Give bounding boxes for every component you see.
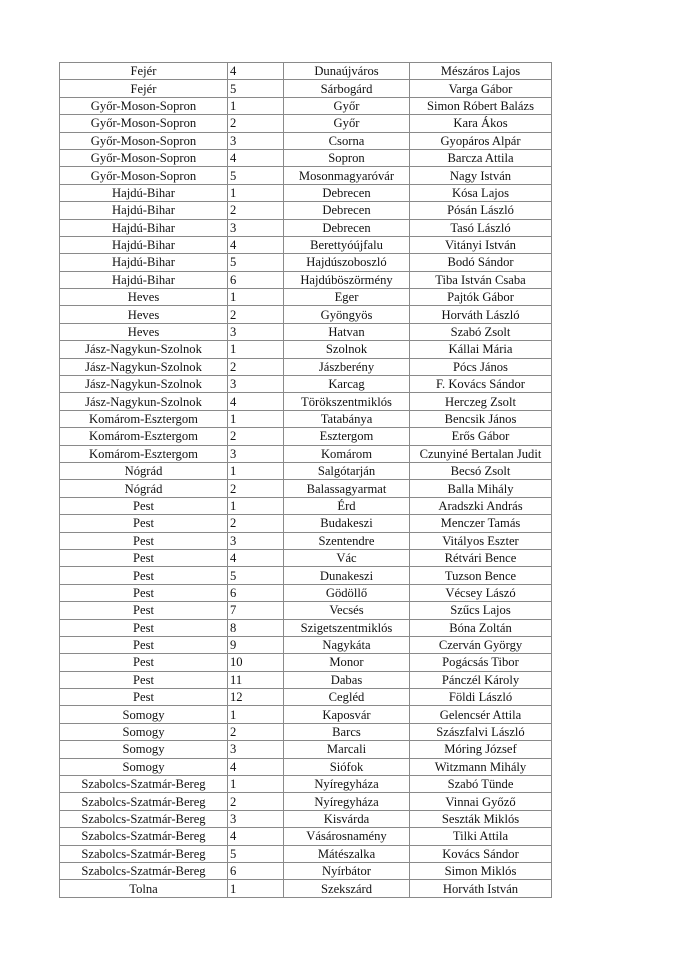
table-row bbox=[60, 706, 552, 723]
county-cell: Nógrád bbox=[60, 462, 228, 479]
county-cell: Jász-Nagykun-Szolnok bbox=[60, 358, 228, 375]
county-cell: Hajdú-Bihar bbox=[60, 184, 228, 201]
city-cell: Karcag bbox=[284, 376, 410, 393]
county-cell: Pest bbox=[60, 636, 228, 653]
district-number-cell: 4 bbox=[228, 549, 284, 566]
city-cell: Jászberény bbox=[284, 358, 410, 375]
county-cell: Szabolcs-Szatmár-Bereg bbox=[60, 845, 228, 862]
county-cell: Pest bbox=[60, 515, 228, 532]
county-cell: Somogy bbox=[60, 723, 228, 740]
candidate-name-cell: Rétvári Bence bbox=[410, 549, 552, 566]
city-cell: Komárom bbox=[284, 445, 410, 462]
city-cell: Berettyóújfalu bbox=[284, 236, 410, 253]
county-cell: Pest bbox=[60, 671, 228, 688]
table-row bbox=[60, 619, 552, 636]
city-cell: Szigetszentmiklós bbox=[284, 619, 410, 636]
candidate-name-cell: Mészáros Lajos bbox=[410, 63, 552, 80]
county-cell: Pest bbox=[60, 602, 228, 619]
city-cell: Sárbogárd bbox=[284, 80, 410, 97]
candidate-name-cell: Szabó Tünde bbox=[410, 776, 552, 793]
district-number-cell: 7 bbox=[228, 602, 284, 619]
district-number-cell: 5 bbox=[228, 845, 284, 862]
table-row bbox=[60, 776, 552, 793]
city-cell: Győr bbox=[284, 97, 410, 114]
district-number-cell: 1 bbox=[228, 497, 284, 514]
table-row bbox=[60, 862, 552, 879]
candidate-name-cell: Pánczél Károly bbox=[410, 671, 552, 688]
candidate-name-cell: Tiba István Csaba bbox=[410, 271, 552, 288]
candidate-name-cell: Becsó Zsolt bbox=[410, 462, 552, 479]
city-cell: Vásárosnamény bbox=[284, 828, 410, 845]
table-row bbox=[60, 723, 552, 740]
table-row bbox=[60, 289, 552, 306]
district-number-cell: 3 bbox=[228, 132, 284, 149]
candidate-name-cell: Vinnai Győző bbox=[410, 793, 552, 810]
table-row bbox=[60, 845, 552, 862]
county-cell: Somogy bbox=[60, 706, 228, 723]
table-row bbox=[60, 636, 552, 653]
city-cell: Szekszárd bbox=[284, 880, 410, 897]
city-cell: Hajdúszoboszló bbox=[284, 254, 410, 271]
county-cell: Győr-Moson-Sopron bbox=[60, 115, 228, 132]
candidate-name-cell: Vécsey Lászó bbox=[410, 584, 552, 601]
city-cell: Debrecen bbox=[284, 184, 410, 201]
district-number-cell: 8 bbox=[228, 619, 284, 636]
district-number-cell: 5 bbox=[228, 167, 284, 184]
candidate-name-cell: Földi László bbox=[410, 689, 552, 706]
city-cell: Vác bbox=[284, 549, 410, 566]
city-cell: Vecsés bbox=[284, 602, 410, 619]
county-cell: Szabolcs-Szatmár-Bereg bbox=[60, 793, 228, 810]
county-cell: Szabolcs-Szatmár-Bereg bbox=[60, 776, 228, 793]
table-row bbox=[60, 654, 552, 671]
candidate-name-cell: Witzmann Mihály bbox=[410, 758, 552, 775]
candidate-name-cell: Móring József bbox=[410, 741, 552, 758]
district-number-cell: 4 bbox=[228, 149, 284, 166]
city-cell: Kisvárda bbox=[284, 810, 410, 827]
county-cell: Pest bbox=[60, 532, 228, 549]
district-number-cell: 11 bbox=[228, 671, 284, 688]
district-number-cell: 2 bbox=[228, 723, 284, 740]
district-number-cell: 3 bbox=[228, 741, 284, 758]
city-cell: Debrecen bbox=[284, 202, 410, 219]
district-number-cell: 6 bbox=[228, 862, 284, 879]
county-cell: Pest bbox=[60, 584, 228, 601]
city-cell: Marcali bbox=[284, 741, 410, 758]
county-cell: Győr-Moson-Sopron bbox=[60, 97, 228, 114]
county-cell: Somogy bbox=[60, 758, 228, 775]
county-cell: Pest bbox=[60, 619, 228, 636]
candidate-name-cell: Szászfalvi László bbox=[410, 723, 552, 740]
county-cell: Jász-Nagykun-Szolnok bbox=[60, 341, 228, 358]
candidate-name-cell: Kovács Sándor bbox=[410, 845, 552, 862]
candidate-name-cell: Tilki Attila bbox=[410, 828, 552, 845]
county-cell: Tolna bbox=[60, 880, 228, 897]
district-number-cell: 1 bbox=[228, 410, 284, 427]
district-number-cell: 1 bbox=[228, 184, 284, 201]
district-number-cell: 2 bbox=[228, 358, 284, 375]
candidate-name-cell: Varga Gábor bbox=[410, 80, 552, 97]
candidate-name-cell: Kállai Mária bbox=[410, 341, 552, 358]
district-number-cell: 3 bbox=[228, 376, 284, 393]
city-cell: Balassagyarmat bbox=[284, 480, 410, 497]
table-row bbox=[60, 689, 552, 706]
candidate-name-cell: Gyopáros Alpár bbox=[410, 132, 552, 149]
county-cell: Jász-Nagykun-Szolnok bbox=[60, 376, 228, 393]
city-cell: Debrecen bbox=[284, 219, 410, 236]
candidate-name-cell: Pogácsás Tibor bbox=[410, 654, 552, 671]
district-number-cell: 3 bbox=[228, 532, 284, 549]
city-cell: Barcs bbox=[284, 723, 410, 740]
county-cell: Fejér bbox=[60, 80, 228, 97]
city-cell: Szolnok bbox=[284, 341, 410, 358]
city-cell: Törökszentmiklós bbox=[284, 393, 410, 410]
district-number-cell: 3 bbox=[228, 219, 284, 236]
city-cell: Csorna bbox=[284, 132, 410, 149]
table-row bbox=[60, 880, 552, 897]
city-cell: Gyöngyös bbox=[284, 306, 410, 323]
table-row bbox=[60, 410, 552, 427]
table-row bbox=[60, 323, 552, 340]
table-row bbox=[60, 202, 552, 219]
county-cell: Hajdú-Bihar bbox=[60, 236, 228, 253]
city-cell: Monor bbox=[284, 654, 410, 671]
district-number-cell: 1 bbox=[228, 462, 284, 479]
candidate-name-cell: Bencsik János bbox=[410, 410, 552, 427]
county-cell: Pest bbox=[60, 689, 228, 706]
city-cell: Tatabánya bbox=[284, 410, 410, 427]
city-cell: Esztergom bbox=[284, 428, 410, 445]
table-row bbox=[60, 515, 552, 532]
city-cell: Gödöllő bbox=[284, 584, 410, 601]
district-number-cell: 9 bbox=[228, 636, 284, 653]
candidate-name-cell: Vitályos Eszter bbox=[410, 532, 552, 549]
candidate-name-cell: Czunyiné Bertalan Judit bbox=[410, 445, 552, 462]
county-cell: Fejér bbox=[60, 63, 228, 80]
district-number-cell: 1 bbox=[228, 97, 284, 114]
candidate-name-cell: Szabó Zsolt bbox=[410, 323, 552, 340]
table-row bbox=[60, 236, 552, 253]
table-row bbox=[60, 758, 552, 775]
county-cell: Pest bbox=[60, 654, 228, 671]
county-cell: Jász-Nagykun-Szolnok bbox=[60, 393, 228, 410]
candidate-name-cell: Tuzson Bence bbox=[410, 567, 552, 584]
table-row bbox=[60, 671, 552, 688]
table-row bbox=[60, 97, 552, 114]
table-row bbox=[60, 480, 552, 497]
candidate-name-cell: Barcza Attila bbox=[410, 149, 552, 166]
county-cell: Győr-Moson-Sopron bbox=[60, 167, 228, 184]
district-number-cell: 3 bbox=[228, 323, 284, 340]
candidate-name-cell: Pajtók Gábor bbox=[410, 289, 552, 306]
county-cell: Pest bbox=[60, 567, 228, 584]
candidate-name-cell: Simon Miklós bbox=[410, 862, 552, 879]
table-row bbox=[60, 462, 552, 479]
county-cell: Szabolcs-Szatmár-Bereg bbox=[60, 828, 228, 845]
district-number-cell: 2 bbox=[228, 202, 284, 219]
city-cell: Dabas bbox=[284, 671, 410, 688]
candidate-name-cell: Kósa Lajos bbox=[410, 184, 552, 201]
city-cell: Eger bbox=[284, 289, 410, 306]
table-row bbox=[60, 376, 552, 393]
candidate-name-cell: Szűcs Lajos bbox=[410, 602, 552, 619]
district-number-cell: 5 bbox=[228, 254, 284, 271]
county-cell: Komárom-Esztergom bbox=[60, 428, 228, 445]
table-row bbox=[60, 428, 552, 445]
table-row bbox=[60, 149, 552, 166]
district-number-cell: 1 bbox=[228, 289, 284, 306]
table-row bbox=[60, 532, 552, 549]
city-cell: Szentendre bbox=[284, 532, 410, 549]
county-cell: Komárom-Esztergom bbox=[60, 410, 228, 427]
county-cell: Heves bbox=[60, 323, 228, 340]
table-row bbox=[60, 254, 552, 271]
district-number-cell: 6 bbox=[228, 584, 284, 601]
candidate-name-cell: Bóna Zoltán bbox=[410, 619, 552, 636]
candidate-name-cell: Erős Gábor bbox=[410, 428, 552, 445]
city-cell: Cegléd bbox=[284, 689, 410, 706]
district-number-cell: 4 bbox=[228, 236, 284, 253]
table-row bbox=[60, 497, 552, 514]
candidate-name-cell: Herczeg Zsolt bbox=[410, 393, 552, 410]
table-row bbox=[60, 271, 552, 288]
candidate-name-cell: Aradszki András bbox=[410, 497, 552, 514]
county-cell: Győr-Moson-Sopron bbox=[60, 149, 228, 166]
candidate-name-cell: Balla Mihály bbox=[410, 480, 552, 497]
table-row bbox=[60, 549, 552, 566]
district-number-cell: 3 bbox=[228, 810, 284, 827]
district-number-cell: 2 bbox=[228, 428, 284, 445]
city-cell: Érd bbox=[284, 497, 410, 514]
table-row bbox=[60, 115, 552, 132]
city-cell: Salgótarján bbox=[284, 462, 410, 479]
district-number-cell: 10 bbox=[228, 654, 284, 671]
county-cell: Heves bbox=[60, 306, 228, 323]
district-number-cell: 4 bbox=[228, 758, 284, 775]
district-number-cell: 3 bbox=[228, 445, 284, 462]
county-cell: Komárom-Esztergom bbox=[60, 445, 228, 462]
city-cell: Kaposvár bbox=[284, 706, 410, 723]
candidates-table bbox=[59, 62, 552, 898]
county-cell: Hajdú-Bihar bbox=[60, 219, 228, 236]
district-number-cell: 4 bbox=[228, 393, 284, 410]
district-number-cell: 2 bbox=[228, 515, 284, 532]
candidate-name-cell: Simon Róbert Balázs bbox=[410, 97, 552, 114]
table-row bbox=[60, 567, 552, 584]
city-cell: Nyíregyháza bbox=[284, 776, 410, 793]
city-cell: Siófok bbox=[284, 758, 410, 775]
city-cell: Sopron bbox=[284, 149, 410, 166]
table-row bbox=[60, 393, 552, 410]
county-cell: Nógrád bbox=[60, 480, 228, 497]
table-row bbox=[60, 828, 552, 845]
county-cell: Szabolcs-Szatmár-Bereg bbox=[60, 862, 228, 879]
city-cell: Hatvan bbox=[284, 323, 410, 340]
table-row bbox=[60, 602, 552, 619]
district-number-cell: 1 bbox=[228, 706, 284, 723]
county-cell: Hajdú-Bihar bbox=[60, 202, 228, 219]
city-cell: Budakeszi bbox=[284, 515, 410, 532]
district-number-cell: 1 bbox=[228, 776, 284, 793]
district-number-cell: 4 bbox=[228, 63, 284, 80]
candidate-name-cell: Czerván György bbox=[410, 636, 552, 653]
county-cell: Szabolcs-Szatmár-Bereg bbox=[60, 810, 228, 827]
district-number-cell: 12 bbox=[228, 689, 284, 706]
table-row bbox=[60, 810, 552, 827]
candidate-name-cell: Seszták Miklós bbox=[410, 810, 552, 827]
city-cell: Nyírbátor bbox=[284, 862, 410, 879]
district-number-cell: 2 bbox=[228, 306, 284, 323]
table-row bbox=[60, 341, 552, 358]
district-number-cell: 2 bbox=[228, 115, 284, 132]
table-row bbox=[60, 167, 552, 184]
table-row bbox=[60, 63, 552, 80]
candidate-name-cell: Bodó Sándor bbox=[410, 254, 552, 271]
county-cell: Pest bbox=[60, 497, 228, 514]
table-row bbox=[60, 584, 552, 601]
district-number-cell: 6 bbox=[228, 271, 284, 288]
county-cell: Pest bbox=[60, 549, 228, 566]
table-row bbox=[60, 132, 552, 149]
county-cell: Hajdú-Bihar bbox=[60, 254, 228, 271]
table-row bbox=[60, 741, 552, 758]
candidate-name-cell: Kara Ákos bbox=[410, 115, 552, 132]
county-cell: Heves bbox=[60, 289, 228, 306]
county-cell: Hajdú-Bihar bbox=[60, 271, 228, 288]
table-row bbox=[60, 80, 552, 97]
city-cell: Mosonmagyaróvár bbox=[284, 167, 410, 184]
district-number-cell: 2 bbox=[228, 480, 284, 497]
candidate-name-cell: Horváth László bbox=[410, 306, 552, 323]
candidate-name-cell: Pósán László bbox=[410, 202, 552, 219]
district-number-cell: 5 bbox=[228, 567, 284, 584]
candidate-name-cell: Menczer Tamás bbox=[410, 515, 552, 532]
table-row bbox=[60, 358, 552, 375]
table-row bbox=[60, 219, 552, 236]
city-cell: Dunaújváros bbox=[284, 63, 410, 80]
table-row bbox=[60, 184, 552, 201]
district-number-cell: 1 bbox=[228, 341, 284, 358]
table-row bbox=[60, 445, 552, 462]
county-cell: Győr-Moson-Sopron bbox=[60, 132, 228, 149]
county-cell: Somogy bbox=[60, 741, 228, 758]
district-number-cell: 5 bbox=[228, 80, 284, 97]
city-cell: Nyíregyháza bbox=[284, 793, 410, 810]
city-cell: Hajdúböszörmény bbox=[284, 271, 410, 288]
candidate-name-cell: Horváth István bbox=[410, 880, 552, 897]
candidate-name-cell: Tasó László bbox=[410, 219, 552, 236]
candidates-table-body bbox=[60, 63, 552, 898]
city-cell: Győr bbox=[284, 115, 410, 132]
table-row bbox=[60, 306, 552, 323]
district-number-cell: 2 bbox=[228, 793, 284, 810]
table-row bbox=[60, 793, 552, 810]
candidate-name-cell: Pócs János bbox=[410, 358, 552, 375]
candidate-name-cell: Vitányi István bbox=[410, 236, 552, 253]
candidate-name-cell: Gelencsér Attila bbox=[410, 706, 552, 723]
city-cell: Mátészalka bbox=[284, 845, 410, 862]
city-cell: Nagykáta bbox=[284, 636, 410, 653]
district-number-cell: 4 bbox=[228, 828, 284, 845]
district-number-cell: 1 bbox=[228, 880, 284, 897]
candidate-name-cell: F. Kovács Sándor bbox=[410, 376, 552, 393]
candidate-name-cell: Nagy István bbox=[410, 167, 552, 184]
city-cell: Dunakeszi bbox=[284, 567, 410, 584]
